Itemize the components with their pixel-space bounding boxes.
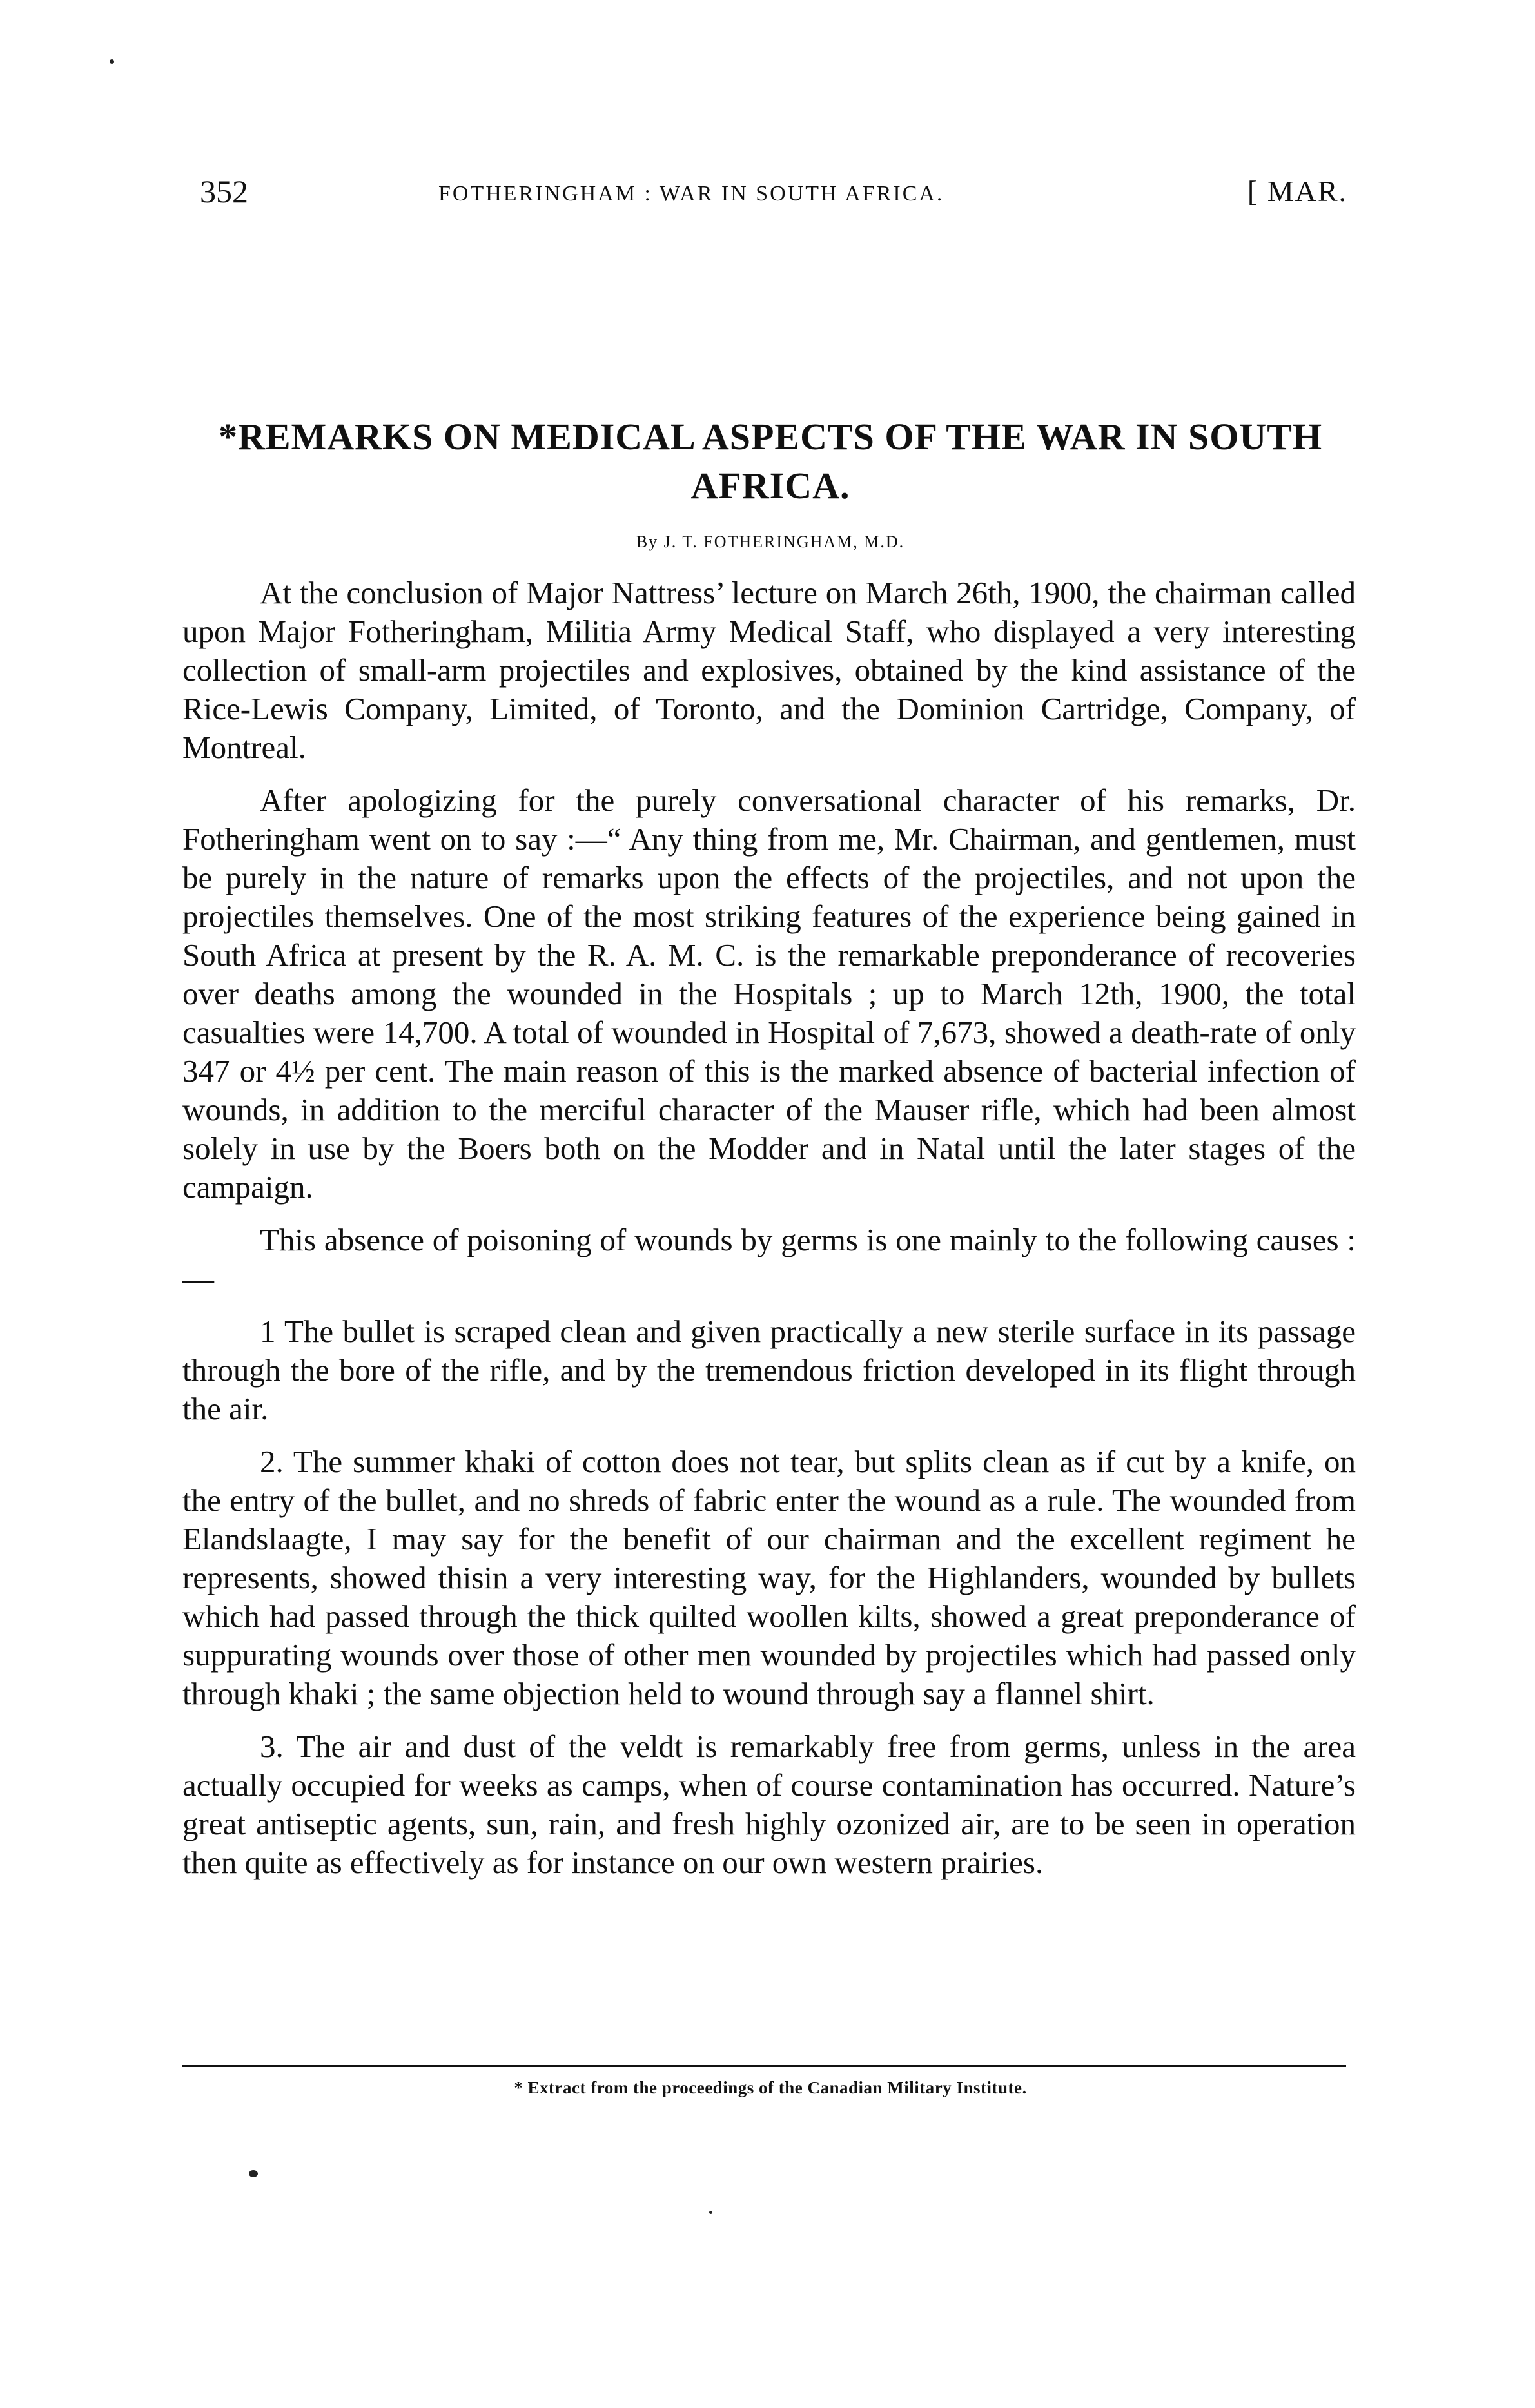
running-header (193, 173, 1347, 224)
article-byline: By J. T. FOTHERINGHAM, M.D. (636, 532, 905, 551)
paragraph-causes-intro: This absence of poisoning of wounds by germs is one mainly to the following causes :— (182, 1222, 1356, 1296)
scan-speck (249, 2170, 258, 2177)
paragraph-remarks: After apologizing for the purely conversational character of his remarks, Dr. Fotheringham went on to say :—“ Any thing from me, Mr. Chairman, and gentlemen, must be purely in the nature of remarks upon the effects of the projectiles, and not upon the projectiles themselves. One of the most striking features of the experience being gained in South Africa at present by the R. A. M. C. is the remarkable preponderance of recoveries over deaths among the wounded in the Hospitals ; up to March 12th, 1900, the total casualties were 14,700. A total of wounded in Hospital of 7,673, showed a death-rate of only 347 or 4½ per cent. The main reason of this is the marked absence of bacterial infection of wounds, in addition to the merciful character of the Mauser rifle, which had been almost solely in use by the Boers both on the Modder and in Natal until the later stages of the campaign. (182, 782, 1356, 1205)
scan-speck (709, 2211, 712, 2214)
page-number: 352 (200, 173, 248, 209)
running-title: FOTHERINGHAM : WAR IN SOUTH AFRICA. (438, 182, 944, 206)
paragraph-cause-2: 2. The summer khaki of cotton does not tear, but splits clean as if cut by a knife, on the entry of the bullet, and no shreds of fabric enter the wound as a rule. The wounded from Elandslaagte, I may say for the benefit of our chairman and the excellent regiment he represents, showed thisin a very interesting way, for the Highlanders, wounded by bullets which had passed through the thick quilted woollen kilts, showed a great preponderance of suppurating wounds over those of other men wounded by projectiles which had passed only through khaki ; the same objection held to wound through say a flannel shirt. (182, 1444, 1356, 1711)
footnote-divider (182, 2065, 1346, 2067)
running-month: [ MAR. (1247, 175, 1347, 208)
paragraph-cause-1: 1 The bullet is scraped clean and given practically a new sterile surface in its passage through the bore of the rifle, and by the tremendous friction developed in its flight through the air. (182, 1314, 1356, 1426)
paragraph-intro: At the conclusion of Major Nattress’ lecture on March 26th, 1900, the chairman called upon Major Fotheringham, Militia Army Medical Staff, who displayed a very interesting collection of small-arm projectiles and explosives, obtained by the kind assistance of the Rice-Lewis Company, Limited, of Toronto, and the Dominion Cartridge, Company, of Montreal. (182, 575, 1356, 765)
scan-speck (110, 59, 114, 64)
article-title: *REMARKS ON MEDICAL ASPECTS OF THE WAR IN SOUTH AFRICA. (218, 416, 1323, 507)
footnote: * Extract from the proceedings of the Canadian Military Institute. (514, 2078, 1027, 2097)
article-body (182, 574, 1356, 1896)
paragraph-cause-3: 3. The air and dust of the veldt is remarkably free from germs, unless in the area actually occupied for weeks as camps, when of course contamination has occurred. Nature’s great antiseptic agents, sun, rain, and fresh highly ozonized air, are to be seen in operation then quite as effectively as for instance on our own western prairies. (182, 1729, 1356, 1880)
